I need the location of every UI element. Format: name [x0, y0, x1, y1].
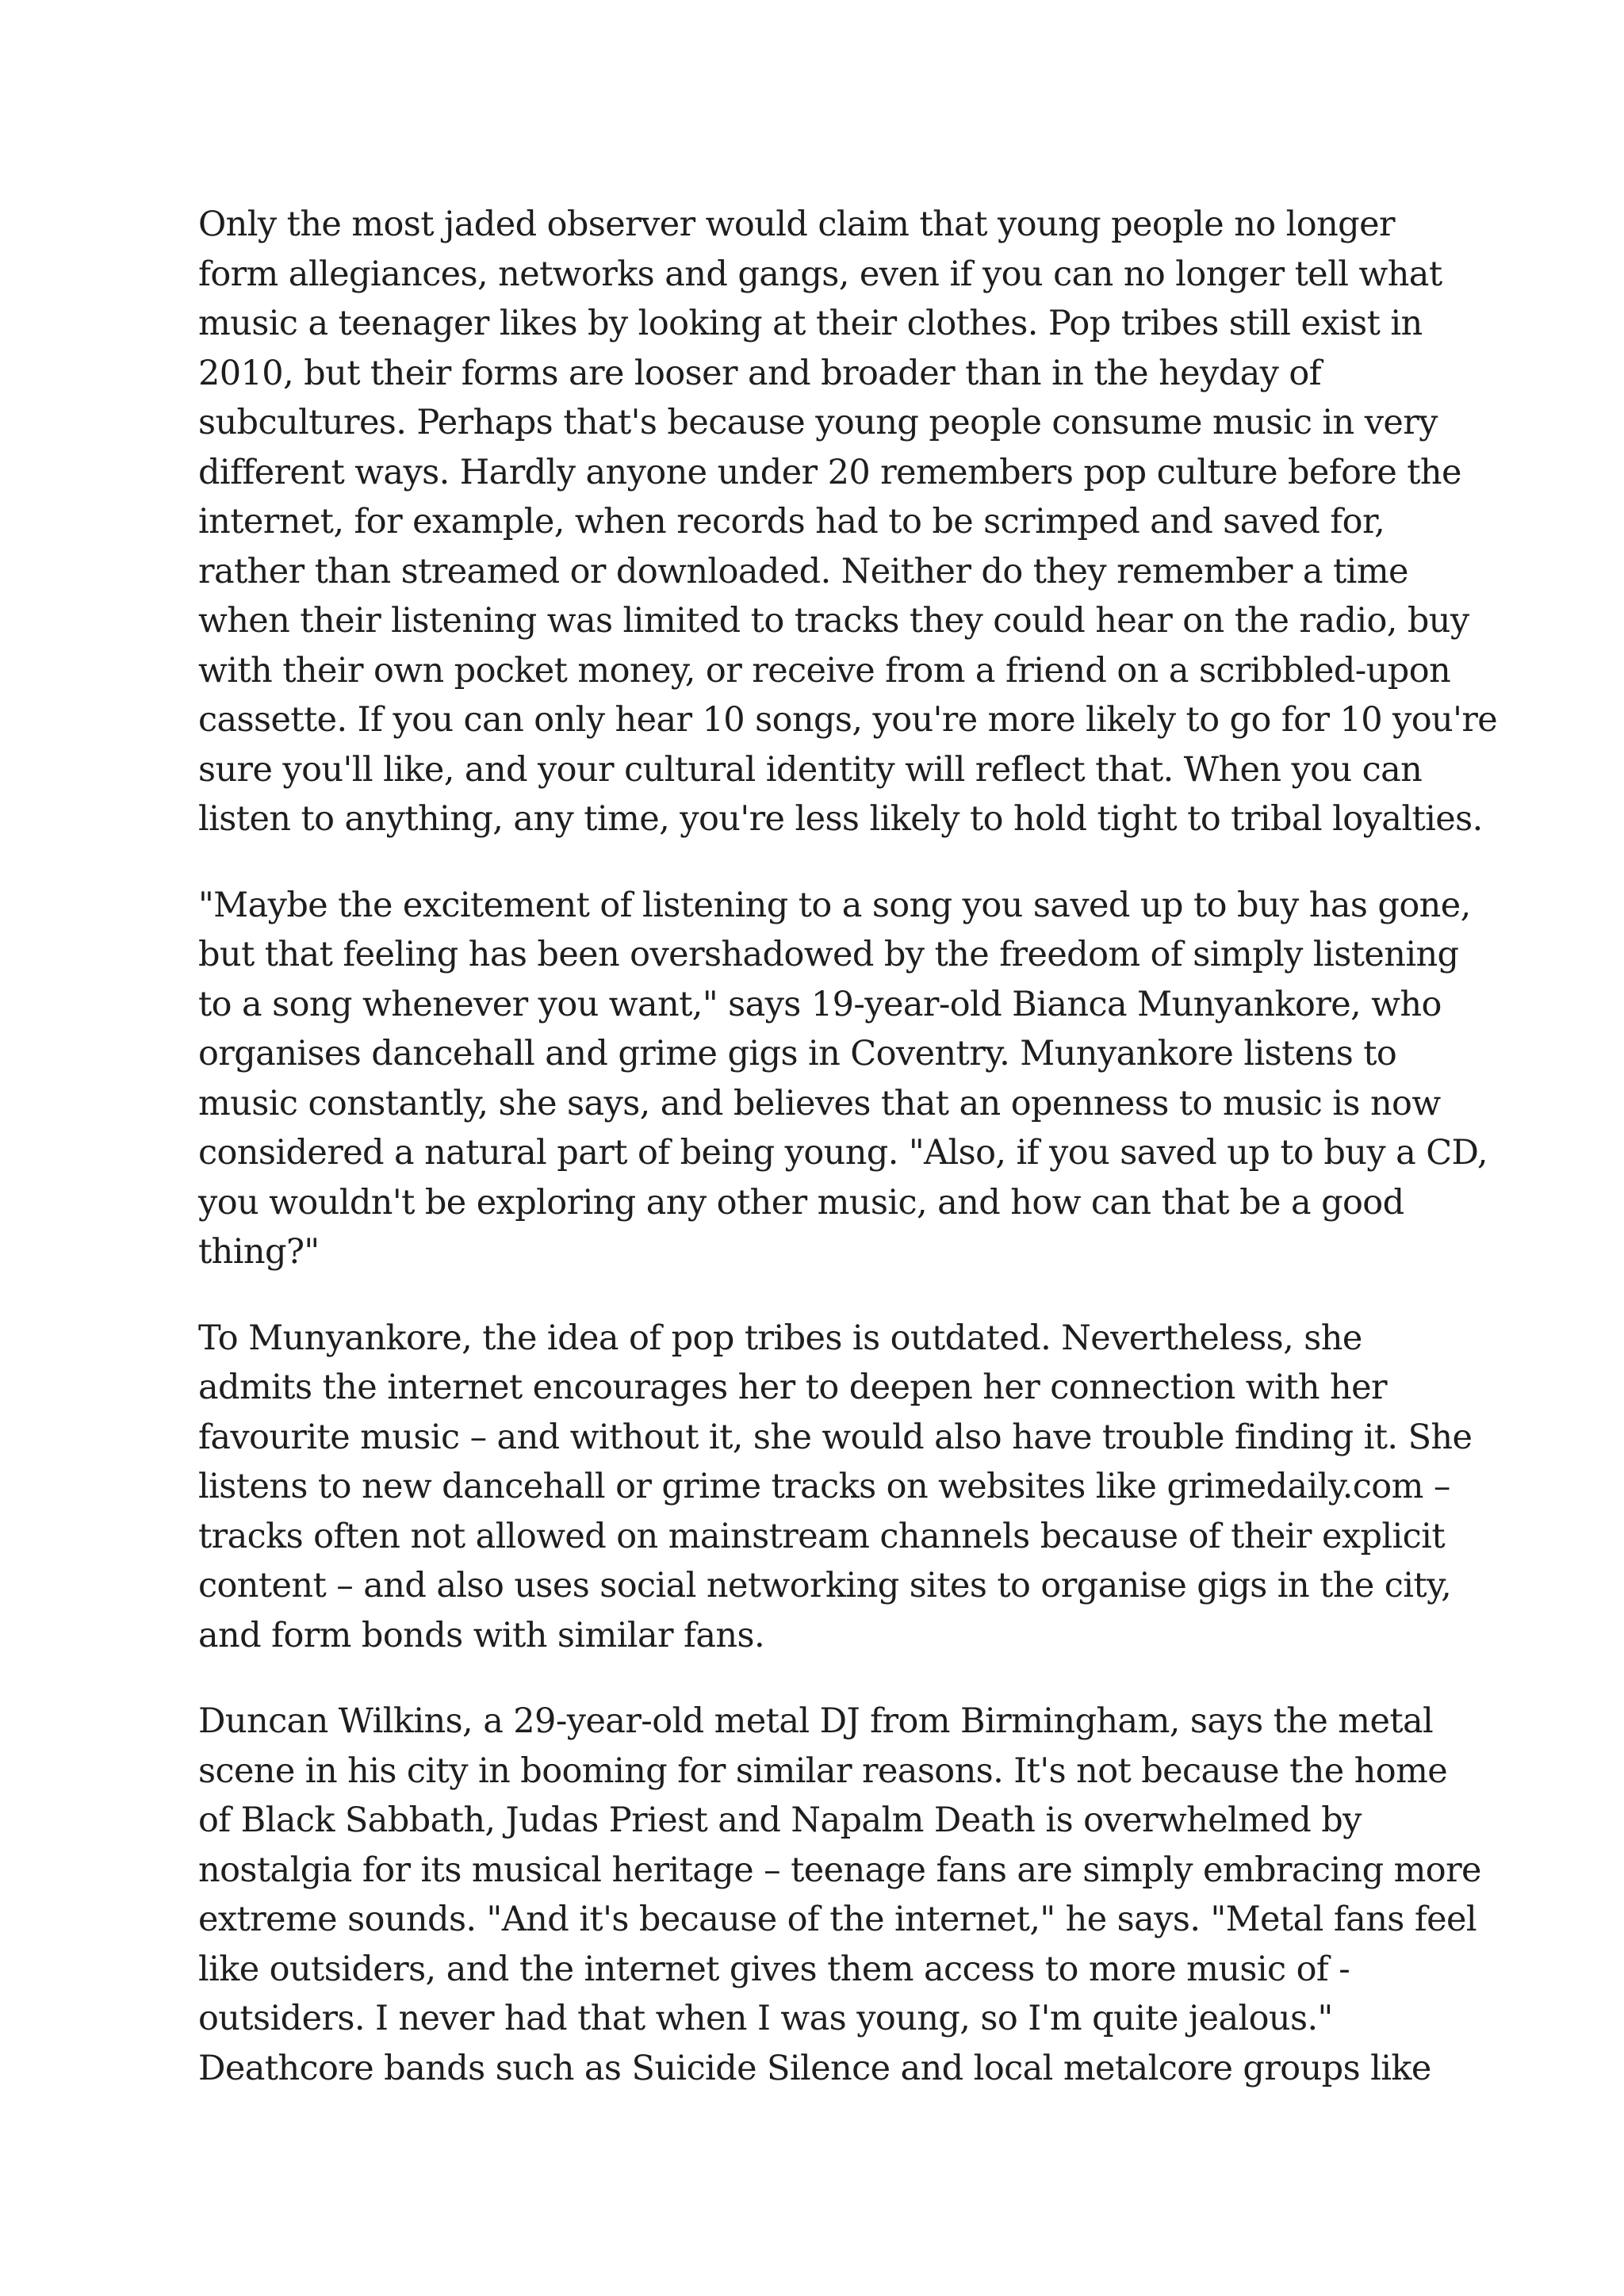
paragraph-4	[198, 1697, 1481, 2093]
text-line: Duncan Wilkins, a 29-year-old metal DJ from Birmingham, says the metal	[198, 1701, 1434, 1741]
text-line: rather than streamed or downloaded. Neither do they remember a time	[198, 551, 1408, 591]
text-line: Only the most jaded observer would claim that young people no longer	[198, 205, 1395, 244]
paragraph-3	[198, 1314, 1473, 1661]
text-line: nostalgia for its musical heritage – teenage fans are simply embracing more	[198, 1850, 1481, 1890]
text-line: extreme sounds. "And it's because of the internet," he says. "Metal fans feel	[198, 1900, 1477, 1939]
text-line: considered a natural part of being young. "Also, if you saved up to buy a CD,	[198, 1133, 1488, 1173]
text-line: favourite music – and without it, she would also have trouble finding it. She	[198, 1417, 1473, 1457]
text-line: music a teenager likes by looking at their clothes. Pop tribes still exist in	[198, 304, 1423, 343]
text-line: Deathcore bands such as Suicide Silence and local metalcore groups like	[198, 2048, 1431, 2088]
text-line: organises dancehall and grime gigs in Coventry. Munyankore listens to	[198, 1034, 1397, 1073]
text-line: scene in his city in booming for similar reasons. It's not because the home	[198, 1751, 1448, 1791]
text-line: 2010, but their forms are looser and broader than in the heyday of	[198, 353, 1322, 393]
text-line: of Black Sabbath, Judas Priest and Napalm Death is overwhelmed by	[198, 1800, 1362, 1840]
text-line: content – and also uses social networking sites to organise gigs in the city,	[198, 1566, 1452, 1605]
text-line: to a song whenever you want," says 19-year-old Bianca Munyankore, who	[198, 984, 1442, 1024]
text-line: like outsiders, and the internet gives them access to more music of -	[198, 1949, 1350, 1989]
text-line: different ways. Hardly anyone under 20 remembers pop culture before the	[198, 452, 1461, 492]
text-line: outsiders. I never had that when I was young, so I'm quite jealous."	[198, 1999, 1333, 2038]
text-line: listens to new dancehall or grime tracks on websites like grimedaily.com –	[198, 1467, 1450, 1506]
text-line: thing?"	[198, 1232, 320, 1272]
text-line: you wouldn't be exploring any other music, and how can that be a good	[198, 1182, 1404, 1223]
text-line: but that feeling has been overshadowed by the freedom of simply listening	[198, 935, 1459, 974]
text-line: music constantly, she says, and believes that an openness to music is now	[198, 1083, 1441, 1123]
document-page	[198, 200, 1498, 2130]
text-line: admits the internet encourages her to deepen her connection with her	[198, 1368, 1387, 1407]
text-line: sure you'll like, and your cultural identity will reflect that. When you can	[198, 749, 1423, 790]
text-line: cassette. If you can only hear 10 songs, you're more likely to go for 10 you're	[198, 700, 1498, 740]
paragraph-1	[198, 200, 1498, 844]
text-line: To Munyankore, the idea of pop tribes is outdated. Nevertheless, she	[198, 1318, 1362, 1358]
text-line: listen to anything, any time, you're less likely to hold tight to tribal loyalties.	[198, 799, 1483, 839]
text-line: tracks often not allowed on mainstream channels because of their explicit	[198, 1516, 1445, 1556]
text-line: when their listening was limited to tracks they could hear on the radio, buy	[198, 601, 1469, 641]
text-line: subcultures. Perhaps that's because young people consume music in very	[198, 403, 1438, 442]
text-line: with their own pocket money, or receive from a friend on a scribbled-upon	[198, 650, 1451, 691]
text-line: "Maybe the excitement of listening to a song you saved up to buy has gone,	[198, 885, 1471, 925]
text-line: form allegiances, networks and gangs, even if you can no longer tell what	[198, 254, 1442, 294]
text-line: internet, for example, when records had to be scrimped and saved for,	[198, 502, 1385, 541]
text-line: and form bonds with similar fans.	[198, 1615, 765, 1655]
paragraph-2	[198, 881, 1488, 1277]
